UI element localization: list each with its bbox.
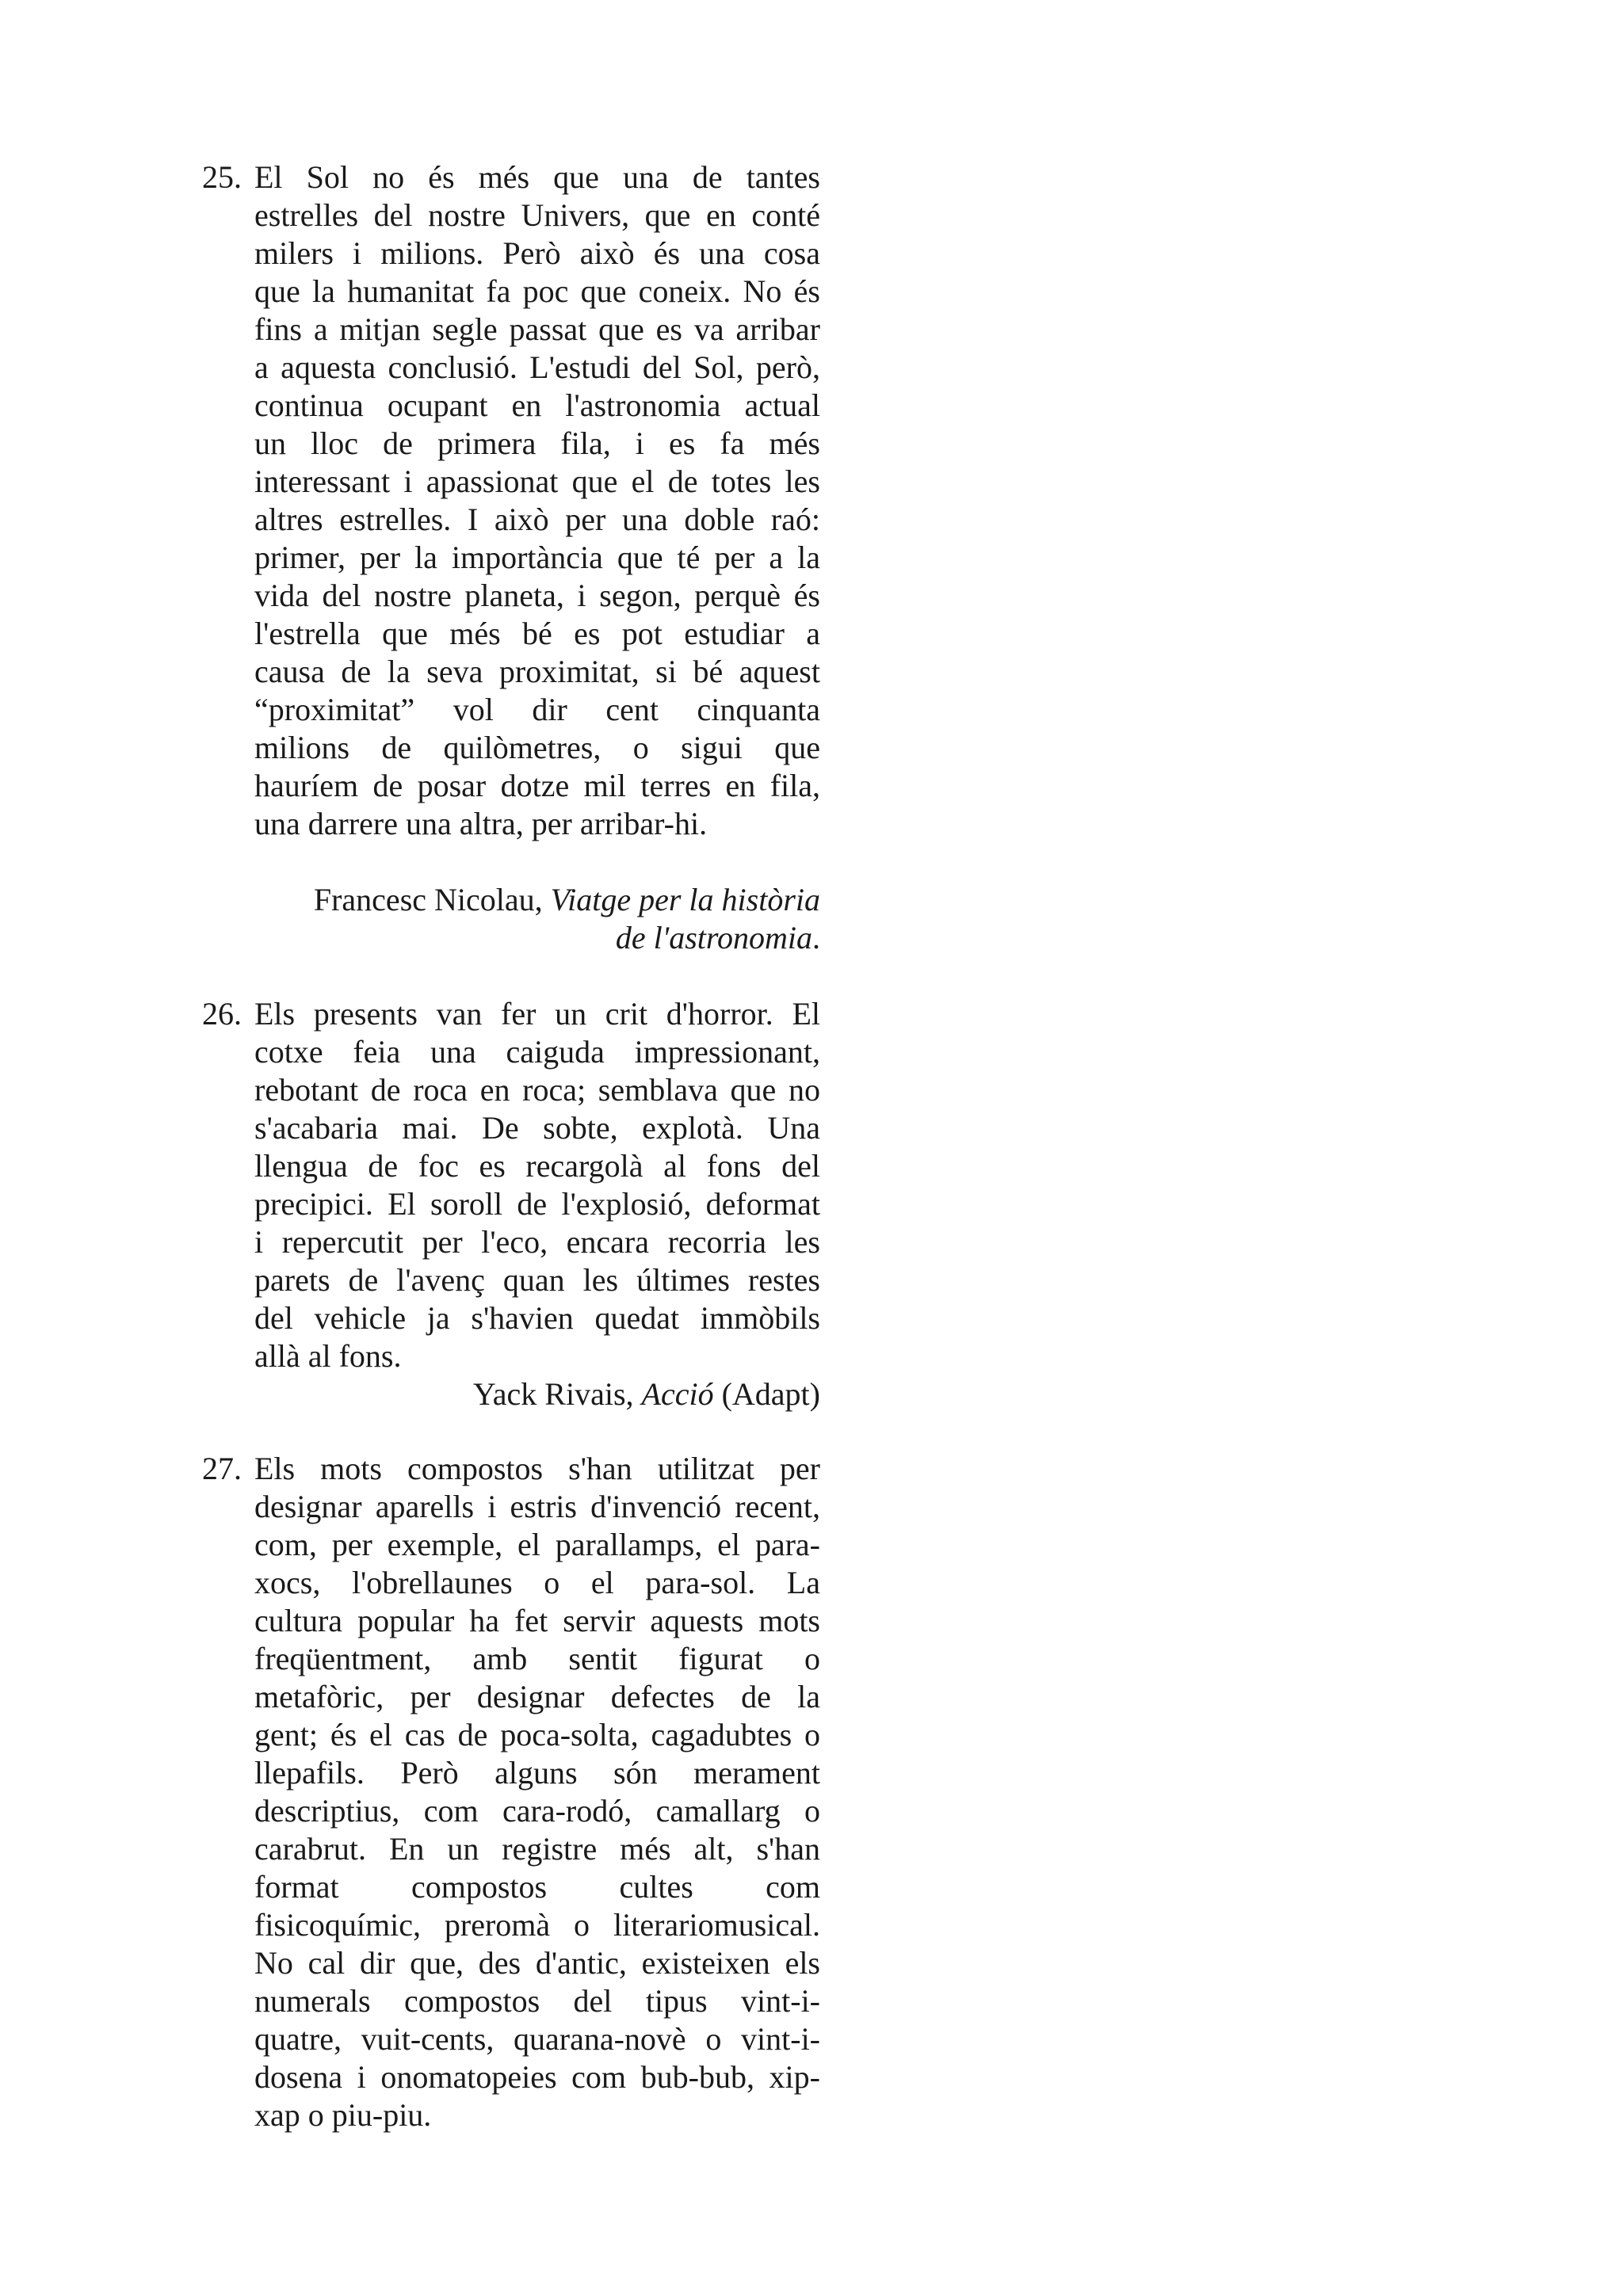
citation-line [254, 1375, 820, 1413]
citation-line [254, 919, 820, 957]
citation-title: Viatge per la història [550, 882, 820, 917]
text-line: parets de l'avenç quan les últimes restes [254, 1262, 820, 1298]
citation-title: Acció [641, 1376, 714, 1412]
citation-suffix: (Adapt) [713, 1376, 820, 1412]
text-line: un lloc de primera fila, i es fa més [254, 425, 820, 461]
text-line: Els presents van fer un crit d'horror. El [254, 996, 820, 1032]
text-line: a aquesta conclusió. L'estudi del Sol, però, [254, 349, 820, 385]
citation-line [254, 881, 820, 919]
text-line: primer, per la importància que té per a la [254, 540, 820, 575]
text-line: que la humanitat fa poc que coneix. No és [254, 273, 820, 309]
text-line: dosena i onomatopeies com bub-bub, xip- [254, 2059, 820, 2095]
text-line: quatre, vuit-cents, quarana-novè o vint-i- [254, 2021, 820, 2057]
citation [254, 1375, 820, 1413]
text-line: milions de quilòmetres, o sigui que [254, 730, 820, 765]
text-line: El Sol no és més que una de tantes [254, 159, 820, 195]
citation [254, 881, 820, 957]
text-line: metafòric, per designar defectes de la [254, 1679, 820, 1714]
item-text [254, 995, 820, 1375]
text-line: xocs, l'obrellaunes o el para-sol. La [254, 1565, 820, 1600]
text-line: descriptius, com cara-rodó, camallarg o [254, 1793, 820, 1829]
text-line: cotxe feia una caiguda impressionant, [254, 1034, 820, 1070]
text-line: numerals compostos del tipus vint-i- [254, 1983, 820, 2019]
text-line: Els mots compostos s'han utilitzat per [254, 1451, 820, 1486]
item-number: 26. [202, 996, 242, 1032]
text-line: interessant i apassionat que el de totes les [254, 463, 820, 499]
text-line: No cal dir que, des d'antic, existeixen els [254, 1945, 820, 1981]
text-line: hauríem de posar dotze mil terres en fila, [254, 768, 820, 803]
citation-author: Francesc Nicolau, [313, 882, 551, 917]
text-line: cultura popular ha fet servir aquests mots [254, 1603, 820, 1638]
text-line: una darrere una altra, per arribar-hi. [254, 806, 708, 841]
text-line: estrelles del nostre Univers, que en conté [254, 197, 820, 233]
text-line: vida del nostre planeta, i segon, perquè és [254, 578, 820, 613]
text-line: del vehicle ja s'havien quedat immòbils [254, 1300, 820, 1336]
text-line: fisicoquímic, preromà o literariomusical. [254, 1907, 820, 1943]
text-line: llepafils. Però alguns són merament [254, 1755, 820, 1791]
text-line: altres estrelles. I això per una doble raó: [254, 502, 820, 537]
text-line: rebotant de roca en roca; semblava que no [254, 1072, 820, 1108]
citation-suffix: . [812, 920, 820, 955]
text-line: i repercutit per l'eco, encara recorria les [254, 1224, 820, 1260]
item-text [254, 158, 820, 843]
text-line: allà al fons. [254, 1338, 402, 1374]
text-line: l'estrella que més bé es pot estudiar a [254, 616, 820, 651]
text-line: xap o piu-piu. [254, 2097, 432, 2133]
text-line: carabrut. En un registre més alt, s'han [254, 1831, 820, 1867]
text-line: milers i milions. Però això és una cosa [254, 235, 820, 271]
text-line: continua ocupant en l'astronomia actual [254, 387, 820, 423]
text-line: format compostos cultes com [254, 1869, 820, 1905]
text-line: designar aparells i estris d'invenció recent, [254, 1489, 820, 1524]
text-line: causa de la seva proximitat, si bé aquest [254, 654, 820, 689]
item-text [254, 1450, 820, 2134]
text-line: “proximitat” vol dir cent cinquanta [254, 692, 820, 727]
text-line: com, per exemple, el parallamps, el para- [254, 1527, 820, 1562]
text-line: precipici. El soroll de l'explosió, deformat [254, 1186, 820, 1222]
citation-author: Yack Rivais, [472, 1376, 642, 1412]
item-number: 27. [202, 1451, 242, 1486]
text-line: llengua de foc es recargolà al fons del [254, 1148, 820, 1184]
citation-title: de l'astronomia [615, 920, 812, 955]
text-line: gent; és el cas de poca-solta, cagadubtes o [254, 1717, 820, 1753]
text-line: s'acabaria mai. De sobte, explotà. Una [254, 1110, 820, 1146]
item-number: 25. [202, 159, 242, 195]
text-line: fins a mitjan segle passat que es va arribar [254, 311, 820, 347]
text-line: freqüentment, amb sentit figurat o [254, 1641, 820, 1676]
